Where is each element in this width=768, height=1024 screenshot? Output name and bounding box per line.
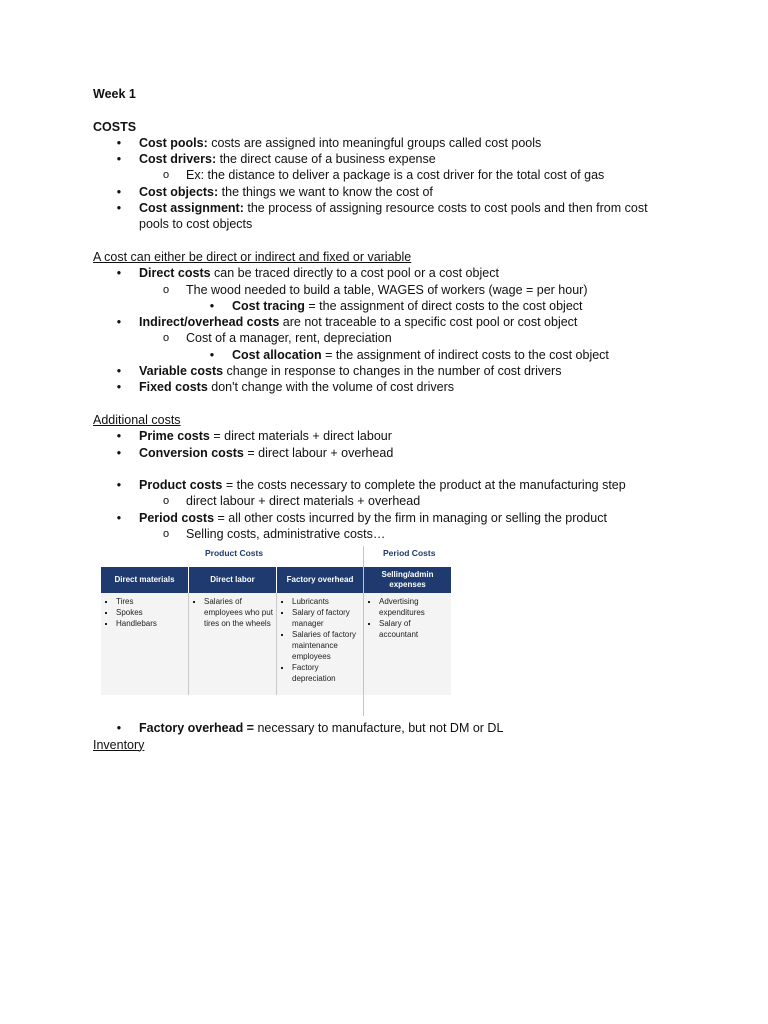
list-item: • Cost assignment: the process of assigning resource costs to cost pools and then from cost (93, 200, 693, 216)
bullet-icon: • (116, 135, 122, 150)
table-header: Selling/admin expenses (364, 567, 451, 593)
table-column: ▪ Tires ▪ Spokes ▪ Handlebars (101, 593, 189, 695)
section-heading: Additional costs (93, 412, 181, 427)
bullet-icon: • (116, 721, 122, 736)
list-item: • Conversion costs = direct labour + overhead (93, 445, 693, 461)
list-item: o Ex: the distance to deliver a package is a cost driver for the total cost of gas (93, 167, 693, 183)
page-title: Week 1 (93, 87, 136, 101)
costs-heading: COSTS (93, 119, 137, 134)
list-item: o direct labour + direct materials + overhead (93, 493, 693, 509)
bullet-icon: • (116, 184, 122, 199)
table-header: Direct materials (101, 567, 188, 593)
list-item: • Indirect/overhead costs are not traceable to a specific cost pool or cost object (93, 314, 693, 330)
bullet-icon: • (116, 152, 122, 167)
section-heading: A cost can either be direct or indirect and fixed or variable (93, 249, 412, 264)
bullet-icon: • (116, 201, 122, 216)
bullet-icon: • (116, 445, 122, 460)
list-item: • Prime costs = direct materials + direct labour (93, 428, 693, 444)
bullet-icon: • (116, 364, 122, 379)
table-group-period: Period Costs (383, 548, 436, 559)
table-header: Factory overhead (277, 567, 363, 593)
list-item: • Variable costs change in response to changes in the number of cost drivers (93, 363, 693, 379)
bullet-icon: • (116, 510, 122, 525)
section-heading: Inventory (93, 737, 145, 752)
list-item: • Direct costs can be traced directly to a cost pool or a cost object (93, 265, 693, 281)
list-item: • Cost tracing = the assignment of direct costs to the cost object (93, 298, 693, 314)
list-item: • Product costs = the costs necessary to complete the product at the manufacturing step (93, 477, 693, 493)
table-divider (363, 546, 364, 716)
table-header: Direct labor (189, 567, 276, 593)
table-column: ▪ Advertising expenditures ▪ Salary of accountant (364, 593, 451, 695)
bullet-icon: • (116, 429, 122, 444)
list-item: • Factory overhead = necessary to manufacture, but not DM or DL (93, 720, 693, 736)
bullet-icon: • (116, 478, 122, 493)
list-item: • Cost pools: costs are assigned into meaningful groups called cost pools (93, 135, 693, 151)
table-group-product: Product Costs (205, 548, 264, 559)
bullet-icon: • (116, 266, 122, 281)
circle-bullet-icon: o (162, 528, 170, 541)
circle-bullet-icon: o (162, 169, 170, 182)
list-item: • Fixed costs don't change with the volume of cost drivers (93, 379, 693, 395)
table-column: ▪ Salaries of employees who put tires on the wheels (189, 593, 277, 695)
circle-bullet-icon: o (162, 495, 170, 508)
list-item-continuation: pools to cost objects (139, 217, 253, 232)
list-item: o Cost of a manager, rent, depreciation (93, 330, 693, 346)
cost-classification-table (101, 546, 453, 716)
circle-bullet-icon: o (162, 283, 170, 296)
bullet-icon: • (116, 315, 122, 330)
list-item: • Cost drivers: the direct cause of a business expense (93, 151, 693, 167)
bullet-icon: • (116, 380, 122, 395)
list-item: o The wood needed to build a table, WAGES of workers (wage = per hour) (93, 282, 693, 298)
bullet-icon: • (209, 347, 215, 362)
circle-bullet-icon: o (162, 332, 170, 345)
list-item: • Cost allocation = the assignment of indirect costs to the cost object (93, 347, 693, 363)
document-body (93, 86, 693, 753)
bullet-icon: • (209, 298, 215, 313)
list-item: • Period costs = all other costs incurred by the firm in managing or selling the product (93, 510, 693, 526)
table-column: ▪ Lubricants ▪ Salary of factory manager ▪ Salaries of factory maintenance employees ▪ Factory depreciation (277, 593, 364, 695)
list-item: o Selling costs, administrative costs… (93, 526, 693, 542)
list-item: • Cost objects: the things we want to know the cost of (93, 184, 693, 200)
